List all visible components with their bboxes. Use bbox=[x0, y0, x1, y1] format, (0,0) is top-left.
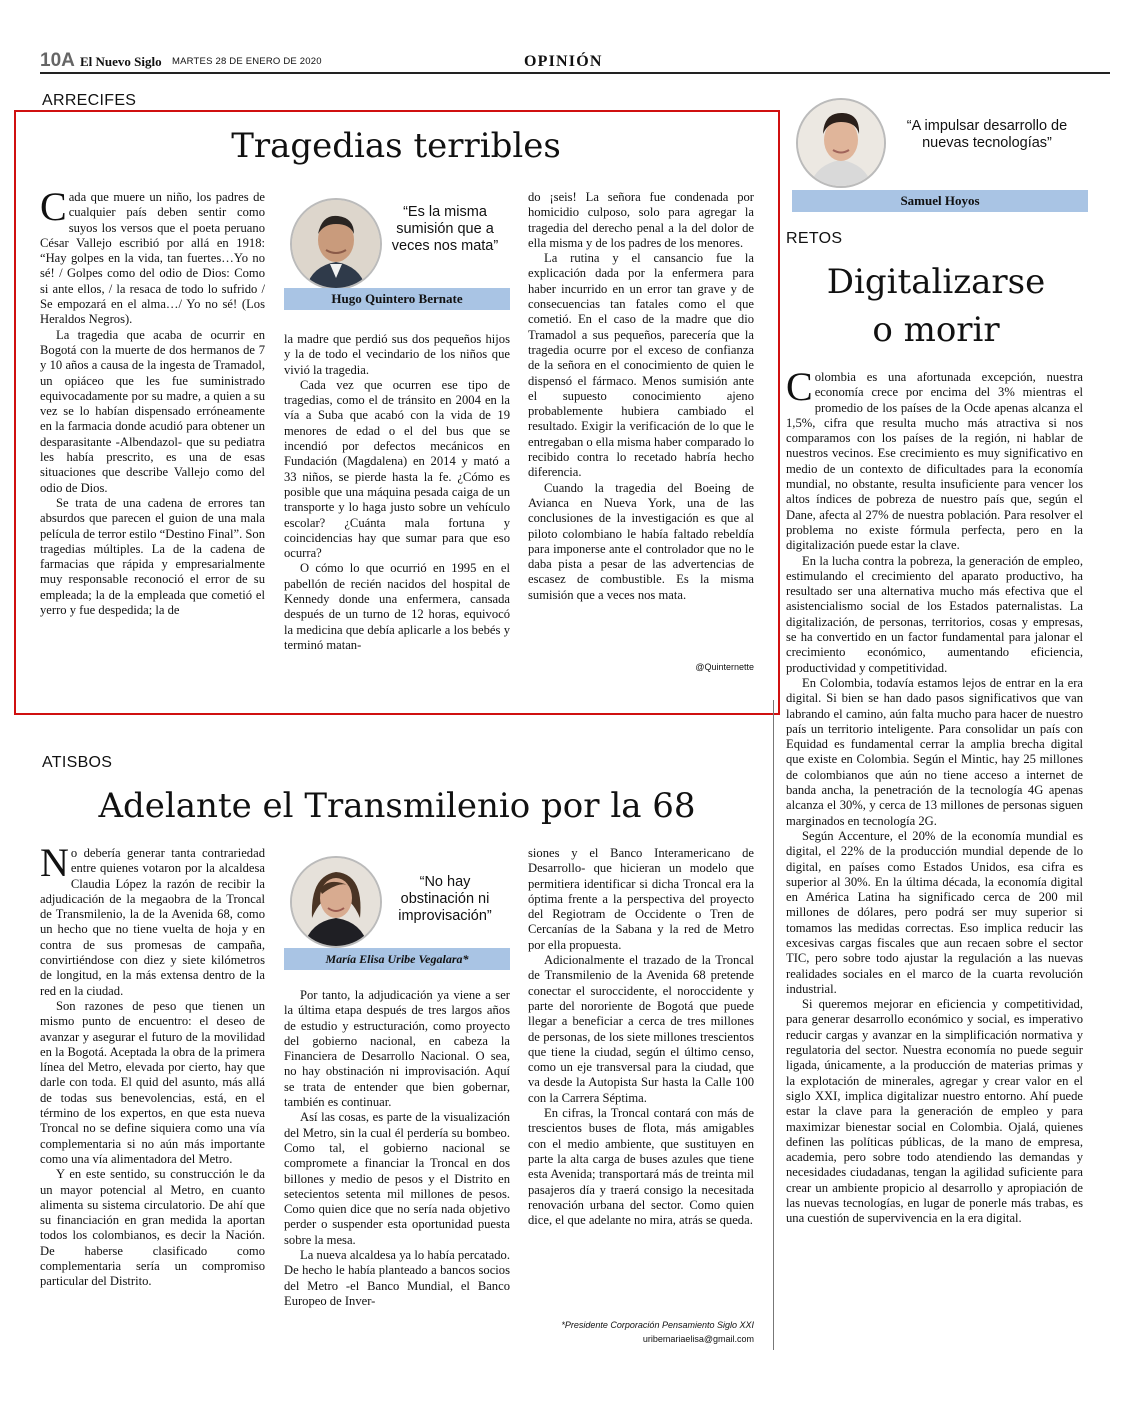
paragraph: O cómo lo que ocurrió en 1995 en el pabellón de recién nacidos del hospital de Kennedy donde una enfermera, cansada después de un turno de 12 horas, equivocó la medicina que debía aplicarle a los bebés y terminó matan- bbox=[284, 561, 510, 652]
article1-column-3 bbox=[528, 190, 754, 603]
paragraph: Por tanto, la adjudicación ya viene a ser la última etapa después de tres largos años de estudio y estructuración, como proyecto del gobierno nacional, en cabeza la Financiera de Desarrollo Nacional. O sea, no hay obstinación ni improvisación. Aquí se trata de entender que bien gobernar, también es continuar. bbox=[284, 988, 510, 1110]
article3-pullquote: “A impulsar desarrollo de nuevas tecnologías” bbox=[906, 118, 1068, 151]
paragraph: Son razones de peso que tienen un mismo punto de encuentro: el deseo de avanzar y asegurar el futuro de la movilidad en la Bogotá. Aceptada la obra de la primera línea del Metro, elevada por cierto, hay que darle con toda. El quid del asunto, más allá de todas sus benevolencias, está, en el término de los expertos, en que esta nueva Troncal no se define siquiera como una vía complementaria si no aún más importante como una vía alimentadora del Metro. bbox=[40, 998, 265, 1166]
article3-body bbox=[786, 364, 1083, 1227]
article1-title: Tragedias terribles bbox=[231, 126, 561, 166]
paragraph: La tragedia que acaba de ocurrir en Bogotá con la muerte de dos hermanos de 7 y 10 años a causa de la ingesta de Tramadol, un opiáceo que les fue suministrado equivocadamente por su madre, a quien a su vez se lo habían dispensado erróneamente en la farmacia donde acudió para obtener un desparasitante -Albendazol- que su pediatra les había prescrito, es una de esas situaciones que describe Vallejo como del odio de Dios. bbox=[40, 327, 265, 495]
article1-column-2 bbox=[284, 332, 510, 653]
article2-pullquote: “No hay obstinación ni improvisación” bbox=[398, 874, 492, 924]
page-number: 10A bbox=[40, 50, 75, 71]
article3-author-box bbox=[792, 96, 1088, 212]
author-photo bbox=[796, 98, 886, 188]
paragraph: Según Accenture, el 20% de la economía mundial es digital, el 22% de la producción mundial depende de lo digital, en países como Estados Unidos, esa cifra es superior al 30%. En la última década, la economía digital en América Latina ha significado cerca de 200 mil millones de dólares, pero podrá ser muy superior si tomamos las medidas correctas. Eso implica reducir las excesivas cargas fiscales que aun recaen sobre el sector TIC, pero sobre todo ajustar la regulación a las nuevas realidades sociales en el marco de la cuarta revolución industrial. bbox=[786, 828, 1083, 996]
article2-footnote: *Presidente Corporación Pensamiento Siglo XXI bbox=[561, 1320, 754, 1330]
article2-column-1 bbox=[40, 840, 265, 1290]
author-photo bbox=[290, 856, 382, 948]
article3-author: Samuel Hoyos bbox=[792, 190, 1088, 212]
dropcap: N bbox=[40, 840, 69, 885]
paragraph: o debería generar tanta contrariedad entre quienes votaron por la alcaldesa Claudia López la razón de recibir la adjudicación de la megaobra de la Troncal de Transmilenio, la de la Avenida 68, como un hecho que no tiene vuelta de hoja y en contra de sus promesas de campaña, convirtiéndose con diez y siete kilómetros de longitud, en la más extensa dentro de la red en la ciudad. bbox=[40, 846, 265, 998]
paragraph: En cifras, la Troncal contará con más de trescientos buses de flota, más amigables con el medio ambiente, que sustituyen en parte la alta carga de buses azules que tiene esta Avenida; transportará más de treinta mil pasajeros día y traerá consigo la necesitada renovación urbana del sector. Como quien dice, el que adelante no mira, atrás se queda. bbox=[528, 1106, 754, 1228]
article1-kicker: ARRECIFES bbox=[42, 92, 137, 109]
paragraph: olombia es una afortunada excepción, nuestra economía crece por encima del 3% mientras el promedio de los países de la Ocde apenas alcanza el 1,5%, cifra que resulta mucho más atractiva si nos comparamos con los países de la región, ni hablar de nuestros vecinos. Ese crecimiento es muy significativo en medio de un contexto de dificultades para la economía mundial, no obstante, resulta insuficiente para vencer los altos índices de pobreza de nuestro país que, según el Dane, afecta al 27% de nuestra población. Para resolver el problema no existe fórmula perfecta, pero en la digitalización puede estar la clave. bbox=[786, 370, 1083, 553]
section-name: OPINIÓN bbox=[524, 53, 603, 70]
paragraph: do ¡seis! La señora fue condenada por homicidio culposo, solo para agregar la tragedia del derecho penal a la del dolor de ella misma y de los padres de los menores. bbox=[528, 190, 754, 250]
paragraph: Y en este sentido, su construcción le da un mayor potencial al Metro, en cuanto alimenta su sistema circulatorio. De ahí que su financiación en gran medida la aportan todos los colombianos, es decir la Nación. De haberse clasificado como complementaria sería un compromiso particular del Distrito. bbox=[40, 1167, 265, 1289]
paragraph: ada que muere un niño, los padres de cualquier país deben sentir como suyos los versos que el poeta peruano César Vallejo escribió por allá en 1918: “Hay golpes en la vida, tan fuertes…Yo no sé! / Golpes como del odio de Dios: Como si ante ellos, / la resaca de todo lo sufrido / Se empozará en el alma…/ Yo no sé! (Los Heraldos Negros). bbox=[40, 190, 265, 327]
paragraph: Se trata de una cadena de errores tan absurdos que parecen el guion de una mala película de terror estilo “Destino Final”. Son tragedias múltiples. La de la cadena de farmacias que rápida y empresarialmente muy responsable reconoció el error de su empleada; la de la empleada que cometió el yerro y fue despedida; la de bbox=[40, 495, 265, 618]
paragraph: Cuando la tragedia del Boeing de Avianca en Nueva York, una de las conclusiones de la investigación es que al piloto colombiano le había faltado rebeldía para imponerse ante el controlador que no le daba pista a pesar de las advertencias de escasez de combustible. Es la misma sumisión que a veces nos mata. bbox=[528, 480, 754, 602]
paragraph: En la lucha contra la pobreza, la generación de empleo, estimulando el crecimiento del aparato productivo, ha resultado ser una alternativa mucho más efectiva que el asistencialismo social de los Estados paternalistas. La digitalización, de personas, territorios, cosas y empresas, se ha convertido en un factor fundamental para jalonar el crecimiento económico, aumentando eficiencia, productividad y competitividad. bbox=[786, 553, 1083, 675]
article2-title: Adelante el Transmilenio por la 68 bbox=[98, 786, 696, 826]
article2-column-2 bbox=[284, 988, 510, 1309]
newspaper-name: El Nuevo Siglo bbox=[80, 54, 162, 69]
article2-kicker: ATISBOS bbox=[42, 754, 113, 771]
article2-email: uribemariaelisa@gmail.com bbox=[642, 1334, 754, 1344]
issue-date: MARTES 28 DE ENERO DE 2020 bbox=[172, 56, 322, 67]
paragraph: Así las cosas, es parte de la visualización del Metro, sin la cual él perdería su bombeo. Como tal, el gobierno nacional se compromete a financiar la Troncal en dos billones y medio de pesos y el Distrito en setecientos setenta mil millones de pesos. Como quien dice que no sería nada objetivo perder o suspender esta oportunidad puesta sobre la mesa. bbox=[284, 1110, 510, 1247]
masthead bbox=[40, 50, 1110, 74]
dropcap: C bbox=[786, 364, 813, 409]
article1-author: Hugo Quintero Bernate bbox=[284, 288, 510, 310]
article2-column-3 bbox=[528, 846, 754, 1228]
paragraph: Adicionalmente el trazado de la Troncal de Transmilenio de la Avenida 68 pretende conectar el suroccidente, el noroccidente y parte del nororiente de Bogotá que puede llegar a beneficiar a cerca de tres millones de personas, de los siete millones trescientos que tiene la ciudad, según el último censo, como un eje transversal para la ciudad, que va desde la Autopista Sur hasta la Calle 100 con la Carrera Séptima. bbox=[528, 953, 754, 1105]
article3-title-line-1: Digitalizarse bbox=[826, 262, 1046, 302]
paragraph: La rutina y el cansancio fue la explicación dada por la enfermera para haber incurrido en un error tan grave y de consecuencias tan fatales como el que cometió. En el caso de la madre que dio Tramadol a sus pequeños, parecería que la tragedia ocurre por el exceso de confianza de la señora en el conocimiento de quien le dispensó el fármaco. Menos sumisión ante el supuesto conocimiento ajeno probablemente hubiera cambiado el resultado. Exigir la verificación de lo que le entregaban o ella misma haber comparado lo recibido contra lo recetado habría hecho diferencia. bbox=[528, 251, 754, 480]
paragraph: En Colombia, todavía estamos lejos de entrar en la era digital. Si bien se han dado pasos significativos que van labrando el camino, aún falta mucho para hacer de nuestro país un territorio inteligente. Para consolidar un país con Equidad es fundamental cerrar la amplia brecha digital que existe en Colombia. Según el Mintic, hay 25 millones de colombianos que aún no tiene acceso a internet de banda ancha, la penetración de la tecnología 4G apenas alcanza el 30%, y cerca de 13 millones de personas siguen marginados en tecnología 2G. bbox=[786, 675, 1083, 828]
article2-author: María Elisa Uribe Vegalara* bbox=[284, 948, 510, 970]
column-divider bbox=[773, 700, 774, 1350]
article1-column-1 bbox=[40, 184, 265, 618]
article1-author-box bbox=[284, 192, 510, 310]
paragraph: Si queremos mejorar en eficiencia y competitividad, para generar desarrollo económico y social, es imperativo reducir cargas y avanzar en la simplificación normativa y regulatoria del sector. Nuestra economía no puede seguir ligada, únicamente, a la producción de materias primas y la explotación de minerales, agregar y crear valor en el siglo XXI, implica digitalizar nuestro entorno. Ahí puede estar la clave para la generación de empleo y para maximizar bienestar social en Colombia. Ojalá, quienes definen las políticas públicas, de la mano de empresa, academia, pero sobre todo atendiendo las demandas y necesidades ciudadanas, tengan la agilidad suficiente para crear un ambiente propicio al desarrollo y apropiación de las nuevas tecnologías, en lugar de ponerle más trabas, es una cuestión de supervivencia en la era digital. bbox=[786, 997, 1083, 1226]
article3-kicker: RETOS bbox=[786, 230, 843, 247]
paragraph: La nueva alcaldesa ya lo había percatado. De hecho le había planteado a bancos socios del Metro -el Banco Mundial, el Banco Europeo de Inver- bbox=[284, 1248, 510, 1308]
author-photo bbox=[290, 198, 382, 290]
dropcap: C bbox=[40, 184, 67, 229]
article2-author-box bbox=[284, 852, 510, 970]
article1-pullquote: “Es la misma sumisión que a veces nos mata” bbox=[391, 204, 499, 254]
paragraph: Cada vez que ocurren ese tipo de tragedias, como el de tránsito en 2004 en la vía a Suba que acabó con la vida de 19 menores de edad o el del bus que se incendió por defectos mecánicos en Fundación (Magdalena) en 2014 y mató a 33 niños, se pierde hasta la fe. ¿Cómo es posible que una máquina pesada caiga de un transporte y lo haga justo sobre un vehículo escolar? ¿Cuánta mala fortuna y coincidencias hay que sumar para que eso ocurra? bbox=[284, 377, 510, 561]
paragraph: siones y el Banco Interamericano de Desarrollo- que hicieran un modelo que permitiera identificar si dicha Troncal era la óptima frente a la perspectiva del proyecto del Regiotram de Occidente o Tren de Cercanías de la Sabana y la red de Metro por ella propuesta. bbox=[528, 846, 754, 952]
article3-title-line-2: o morir bbox=[872, 310, 1000, 350]
paragraph: la madre que perdió sus dos pequeños hijos y la de todo el vecindario de los niños que vivió la tragedia. bbox=[284, 332, 510, 377]
article1-handle: @Quinternette bbox=[695, 662, 754, 672]
